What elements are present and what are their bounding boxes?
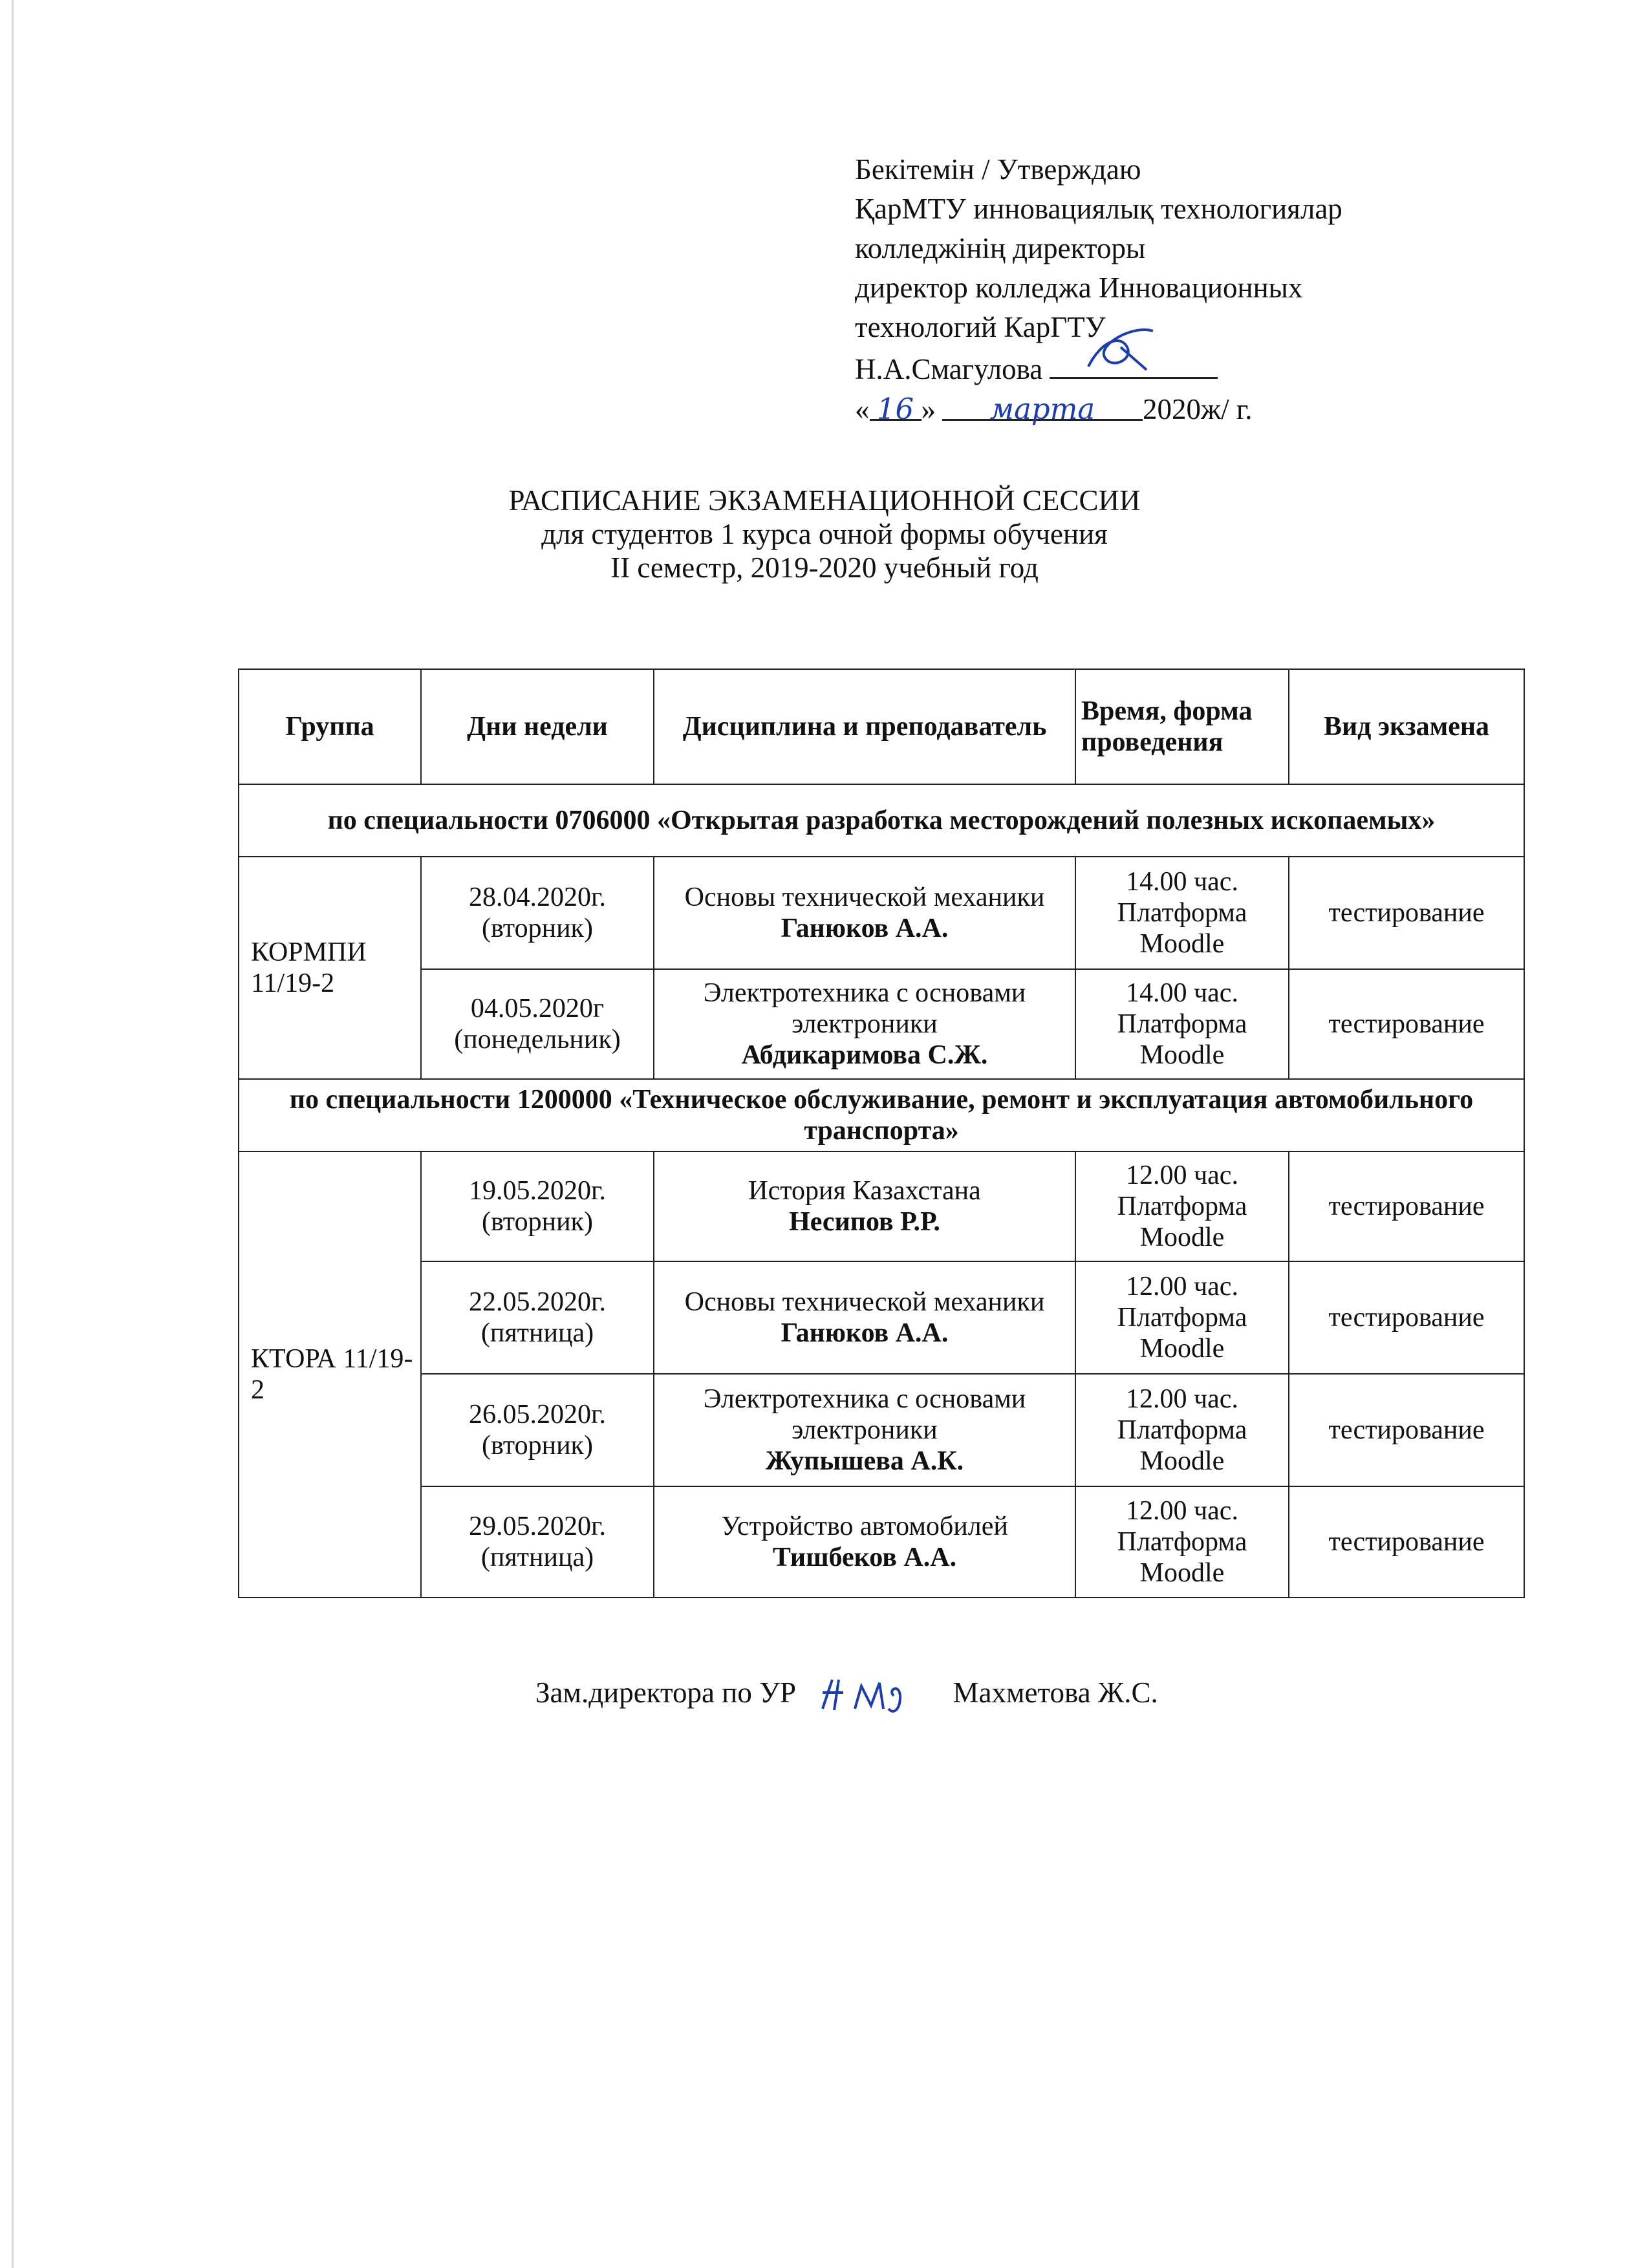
table-row (239, 969, 1524, 1079)
specialty-row (239, 784, 1524, 857)
date-cell (421, 1486, 654, 1598)
table-row (239, 1261, 1524, 1374)
exam-time: 12.00 час. (1126, 1384, 1238, 1414)
exam-date: 29.05.2020г. (469, 1512, 606, 1541)
time-cell (1075, 1374, 1289, 1486)
group-cell: КОРМПИ 11/19-2 (239, 857, 421, 1079)
exam-type-cell: тестирование (1289, 1151, 1524, 1261)
table-row (239, 857, 1524, 969)
discipline-cell (654, 857, 1075, 969)
approval-line-3: колледжінің директоры (855, 232, 1146, 264)
specialty-row (239, 1079, 1524, 1151)
weekday: (вторник) (482, 1431, 593, 1460)
approval-block (855, 150, 1437, 429)
director-signature-line (1050, 347, 1218, 379)
teacher: Ганюков А.А. (781, 914, 949, 943)
deputy-signature-mark (803, 1664, 945, 1722)
date-cell (421, 1261, 654, 1374)
table-row (239, 1151, 1524, 1261)
exam-time: 12.00 час. (1126, 1272, 1238, 1301)
exam-form: Платформа Moodle (1117, 1415, 1247, 1476)
exam-time: 12.00 час. (1126, 1496, 1238, 1526)
discipline: Устройство автомобилей (721, 1512, 1008, 1541)
exam-type-cell: тестирование (1289, 1261, 1524, 1374)
exam-date: 19.05.2020г. (469, 1176, 606, 1206)
exam-schedule-table (238, 669, 1525, 1598)
date-open-quote: « (855, 393, 870, 425)
date-year: 2020ж/ г. (1143, 393, 1253, 425)
weekday: (вторник) (482, 1207, 593, 1237)
table-row (239, 1374, 1524, 1486)
header-discipline: Дисциплина и преподаватель (654, 669, 1075, 784)
date-month-field (942, 389, 1143, 426)
time-cell (1075, 969, 1289, 1079)
exam-time: 14.00 час. (1126, 978, 1238, 1008)
approval-line-1: Бекітемін / Утверждаю (855, 153, 1141, 186)
header-time: Время, форма проведения (1075, 669, 1289, 784)
teacher: Тишбеков А.А. (772, 1543, 957, 1572)
director-line (855, 347, 1437, 389)
weekday: (понедельник) (454, 1025, 621, 1054)
discipline: История Казахстана (748, 1176, 981, 1206)
exam-form: Платформа Moodle (1117, 1192, 1247, 1252)
discipline-cell (654, 1151, 1075, 1261)
table-header-row (239, 669, 1524, 784)
exam-type-cell: тестирование (1289, 857, 1524, 969)
exam-date: 28.04.2020г. (469, 883, 606, 912)
specialty-title: по специальности 1200000 «Техническое обслуживание, ремонт и эксплуатация автомобильного транспорта» (239, 1079, 1524, 1151)
exam-form: Платформа Moodle (1117, 1527, 1247, 1588)
time-cell (1075, 1151, 1289, 1261)
exam-type-cell: тестирование (1289, 969, 1524, 1079)
discipline: Основы технической механики (684, 883, 1045, 912)
date-cell (421, 1374, 654, 1486)
exam-date: 04.05.2020г (470, 994, 605, 1023)
time-cell (1075, 857, 1289, 969)
date-day: 16 (876, 392, 914, 426)
document-subtitle-1: для студентов 1 курса очной формы обучения (541, 518, 1108, 550)
teacher: Жупышева А.К. (765, 1446, 964, 1476)
specialty-title: по специальности 0706000 «Открытая разработка месторождений полезных ископаемых» (239, 784, 1524, 857)
exam-time: 14.00 час. (1126, 867, 1238, 897)
discipline: Основы технической механики (684, 1287, 1045, 1317)
exam-type-cell: тестирование (1289, 1486, 1524, 1598)
exam-form: Платформа Moodle (1117, 898, 1247, 959)
date-day-field (870, 389, 921, 426)
weekday: (вторник) (482, 914, 593, 943)
teacher: Несипов Р.Р. (789, 1207, 940, 1237)
exam-type-cell: тестирование (1289, 1374, 1524, 1486)
deputy-signature (803, 1676, 945, 1715)
exam-time: 12.00 час. (1126, 1161, 1238, 1190)
document-title-block (0, 484, 1649, 584)
exam-date: 26.05.2020г. (469, 1400, 606, 1429)
discipline: Электротехника с основами электроники (703, 978, 1026, 1039)
approval-line-4: директор колледжа Инновационных (855, 272, 1303, 304)
scan-edge (12, 0, 14, 2268)
teacher: Абдикаримова С.Ж. (741, 1040, 988, 1070)
exam-form: Платформа Moodle (1117, 1303, 1247, 1364)
date-month: марта (989, 392, 1095, 426)
footer-name: Махметова Ж.С. (953, 1676, 1158, 1709)
document-subtitle-2: II семестр, 2019-2020 учебный год (610, 551, 1039, 584)
header-exam-type: Вид экзамена (1289, 669, 1524, 784)
footer-signature-line (535, 1676, 1158, 1715)
weekday: (пятница) (480, 1543, 594, 1572)
discipline-cell (654, 969, 1075, 1079)
discipline-cell (654, 1374, 1075, 1486)
date-cell (421, 1151, 654, 1261)
discipline: Электротехника с основами электроники (703, 1384, 1026, 1445)
exam-date: 22.05.2020г. (469, 1287, 606, 1317)
approval-line-5: технологий КарГТУ (855, 311, 1106, 343)
date-close-quote: » (921, 393, 936, 425)
director-name: Н.А.Смагулова (855, 353, 1043, 385)
table-row (239, 1486, 1524, 1598)
director-signature (1075, 321, 1179, 380)
date-cell (421, 857, 654, 969)
date-cell (421, 969, 654, 1079)
header-days: Дни недели (421, 669, 654, 784)
weekday: (пятница) (480, 1318, 594, 1348)
time-cell (1075, 1261, 1289, 1374)
header-group: Группа (239, 669, 421, 784)
exam-form: Платформа Moodle (1117, 1009, 1247, 1070)
approval-date-line (855, 389, 1437, 429)
document-title: РАСПИСАНИЕ ЭКЗАМЕНАЦИОННОЙ СЕССИИ (508, 484, 1141, 517)
approval-line-2: ҚарМТУ инновациялық технологиялар (855, 193, 1342, 225)
footer-position: Зам.директора по УР (535, 1676, 796, 1709)
teacher: Ганюков А.А. (781, 1318, 949, 1348)
discipline-cell (654, 1486, 1075, 1598)
time-cell (1075, 1486, 1289, 1598)
group-cell: КТОРА 11/19-2 (239, 1151, 421, 1598)
discipline-cell (654, 1261, 1075, 1374)
